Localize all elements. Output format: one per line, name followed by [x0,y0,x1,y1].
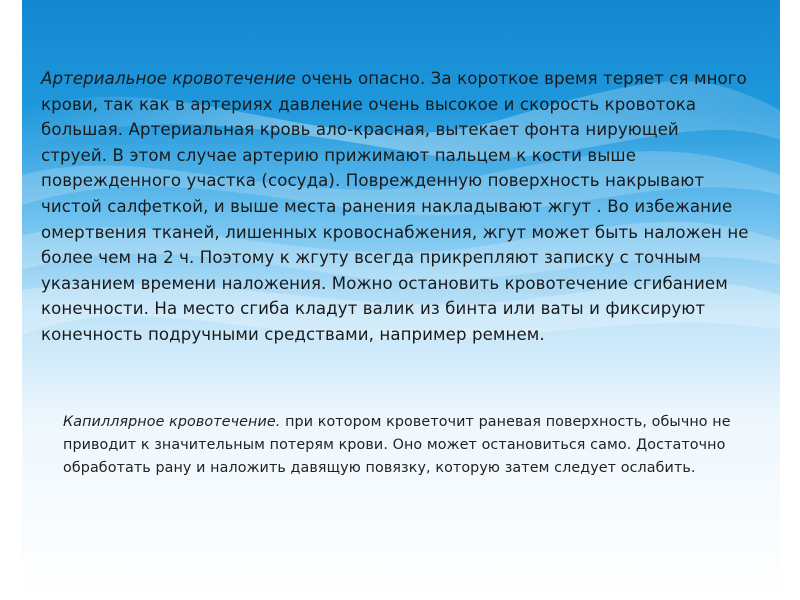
main-paragraph-body: очень опасно. За короткое время теряет ся много крови, так как в артериях давление очень высокое и скорость кровотока большая. Артериальная кровь ало-красная, вытекает фонта нирующей струей. В этом случае артерию прижимают пальцем к кости выше поврежденного участка (сосуда). Поврежденную поверхность накрывают чистой салфеткой, и выше места ранения накладывают жгут . Во избежание омертвения тканей, лишенных кровоснабжения, жгут может быть наложен не более чем на 2 ч. Поэтому к жгуту всегда прикрепляют записку с точным указанием времени наложения. Можно остановить кровотечение сгибанием конечности. На место сгиба кладут валик из бинта или ваты и фиксируют конечность подручными средствами, например ремнем. [41,69,749,344]
secondary-paragraph-lead: Капиллярное кровотечение. [63,414,281,430]
secondary-paragraph [63,411,743,479]
secondary-paragraph-body: при котором кроветочит раневая поверхность, обычно не приводит к значительным потерям крови. Оно может остановиться само. Достаточно обработать рану и наложить давящую повязку, которую затем следует ослабить. [63,414,731,476]
main-paragraph-lead: Артериальное кровотечение [41,69,296,88]
main-paragraph [41,66,749,348]
